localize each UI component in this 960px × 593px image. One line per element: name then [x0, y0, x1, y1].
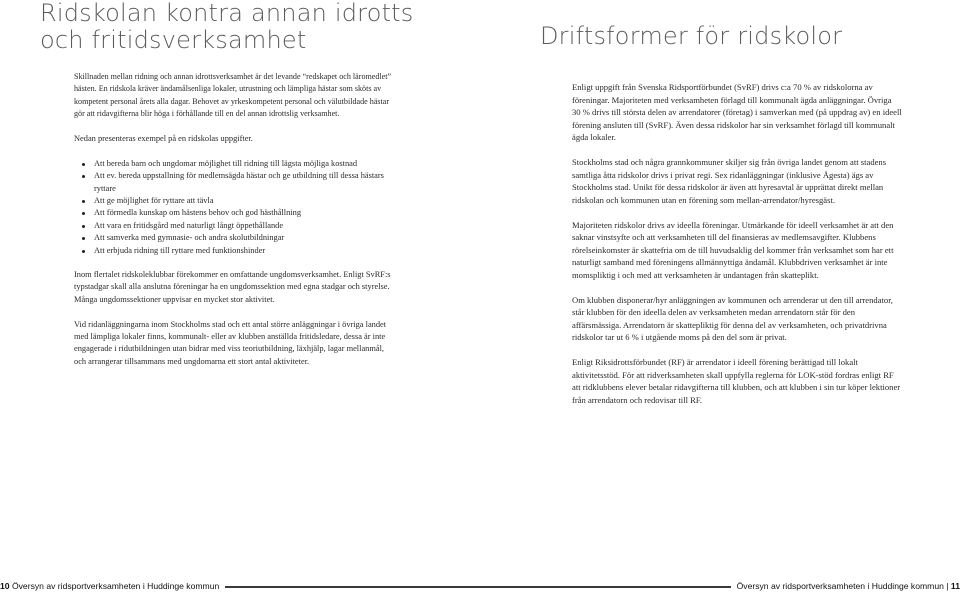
- pipe-separator: |: [946, 581, 949, 591]
- page-number-right: 11: [950, 581, 960, 591]
- left-page-heading: [40, 0, 470, 54]
- right-page: [480, 0, 960, 593]
- left-heading-line-2: och fritidsverksamhet: [40, 26, 307, 54]
- page-number-left: 10: [0, 581, 10, 591]
- paragraph-leasing: Om klubben disponerar/hyr anläggningen av kommunen och arrenderar ut den till arrendator, står klubben för den ideella delen av verksamheten medan arrendatorn står för den affärsmässiga. Arrendatorn är skattepliktig för denna del av verksamheten, och privatdrivna ridskolor tar ut 6 % i utgående moms på den del som är privat.: [572, 294, 893, 342]
- left-heading-line-1: Ridskolan kontra annan idrotts: [40, 0, 414, 27]
- intro-paragraph: Skillnaden mellan ridning och annan idrottsverksamhet är det levande “redskapet och läromedlet” hästen. En ridskola kräver ändamålsenliga lokaler, utrustning och lämpliga hästar som sköts av kompetent personal årets alla dagar. Behovet av yrkeskompetent personal och välutbildade hästar gör att ridavgifterna blir höga i förhållande till en del annan idrottslig verksamhet.: [74, 72, 392, 119]
- list-intro: Nedan presenteras exempel på en ridskolas uppgifter.: [74, 134, 253, 144]
- list-item: Att ge möjlighet för ryttare att tävla: [94, 195, 392, 207]
- task-list: [74, 158, 392, 257]
- list-item: Att förmedla kunskap om hästens behov och god hästhållning: [94, 207, 392, 219]
- right-page-heading: Driftsformer för ridskolor: [540, 22, 843, 50]
- footer-right: [731, 580, 960, 592]
- paragraph-ownership: Enligt uppgift från Svenska Ridsportförbundet (SvRF) drivs c:a 70 % av ridskolorna av föreningar. Majoriteten med verksamheten förlagd till kommunalt ägda anläggningar. Övriga 30 % drivs till största delen av arrendatorer (företag) i samverkan med (på uppdrag av) en ideell förening ansluten till (SvRF). Även dessa ridskolor har sin verksamhet förlagd till kommunalt ägda lokaler.: [572, 82, 902, 142]
- left-body: [74, 71, 392, 381]
- list-item: Att ev. bereda uppstallning för medlemsägda hästar och ge utbildning till dessa hästars ryttare: [94, 170, 392, 195]
- leisure-paragraph: Vid ridanläggningarna inom Stockholms stad och ett antal större anläggningar i övriga landet med lämpliga lokaler finns, kommunalt- eller av klubben anställda fritidsledare, dessa är inte engagerade i ridutbildningen utan bidrar med viss teoriutbildning, läxhjälp, lagar mellanmål, och arrangerar tillsammans med ungdomarna ett stort antal aktiviteter.: [74, 319, 387, 366]
- paragraph-stockholm: Stockholms stad och några grannkommuner skiljer sig från övriga landet genom att stadens samtliga åtta ridskolor drivs i privat regi. Sex ridanläggningar (inklusive Ågesta) ägs av Stockholms stad. Unikt för dessa ridskolor är även att hyresavtal är upprättat direkt mellan ridskolan och kommunen utan en förening som mellan-arrendator/hyresgäst.: [572, 157, 887, 205]
- list-item: Att erbjuda ridning till ryttare med funktionshinder: [94, 245, 392, 257]
- paragraph-nonprofit: Majoriteten ridskolor drivs av ideella föreningar. Utmärkande för ideell verksamhet är att den saknar vinstsyfte och att verksamheten till del finansieras av medlemsavgifter. Klubbens rörelseinkomster är skattefria om de till huvudsaklig del kommer från verksamhet som har ett naturligt samband med föreningens allmännyttiga ändamål. Klubbdriven verksamhet är inte momspliktig i och med att verksamheten är undantagen från skatteplikt.: [572, 219, 894, 280]
- list-item: Att bereda barn och ungdomar möjlighet till ridning till lägsta möjliga kostnad: [94, 158, 392, 170]
- footer-left: [0, 580, 225, 592]
- list-item: Att vara en fritidsgård med naturligt långt öppethållande: [94, 220, 392, 232]
- list-item: Att samverka med gymnasie- och andra skolutbildningar: [94, 232, 392, 244]
- youth-paragraph: Inom flertalet ridskoleklubbar förekommer en omfattande ungdomsverksamhet. Enligt SvRF:s typstadgar skall alla anslutna föreningar ha en ungdomssektion med egna stadgar och styrelse. Många ungdomssektioner uppvisar en mycket stor aktivitet.: [74, 270, 391, 304]
- footer-title-left: Översyn av ridsportverksamheten i Huddinge kommun: [11, 581, 220, 591]
- footer-title-right: Översyn av ridsportverksamheten i Huddinge kommun: [736, 581, 944, 591]
- paragraph-rf-support: Enligt Riksidrottsförbundet (RF) är arrendator i ideell förening berättigad till lokalt aktivitetsstöd. För att ridverksamheten skall uppfylla reglerna för LOK-stöd fordras enligt RF att ridklubbens elever betalar ridavgifterna till klubben, och att klubben i sin tur köper lektioner från arrendatorn och redovisar till RF.: [572, 357, 901, 405]
- right-body: [572, 81, 902, 419]
